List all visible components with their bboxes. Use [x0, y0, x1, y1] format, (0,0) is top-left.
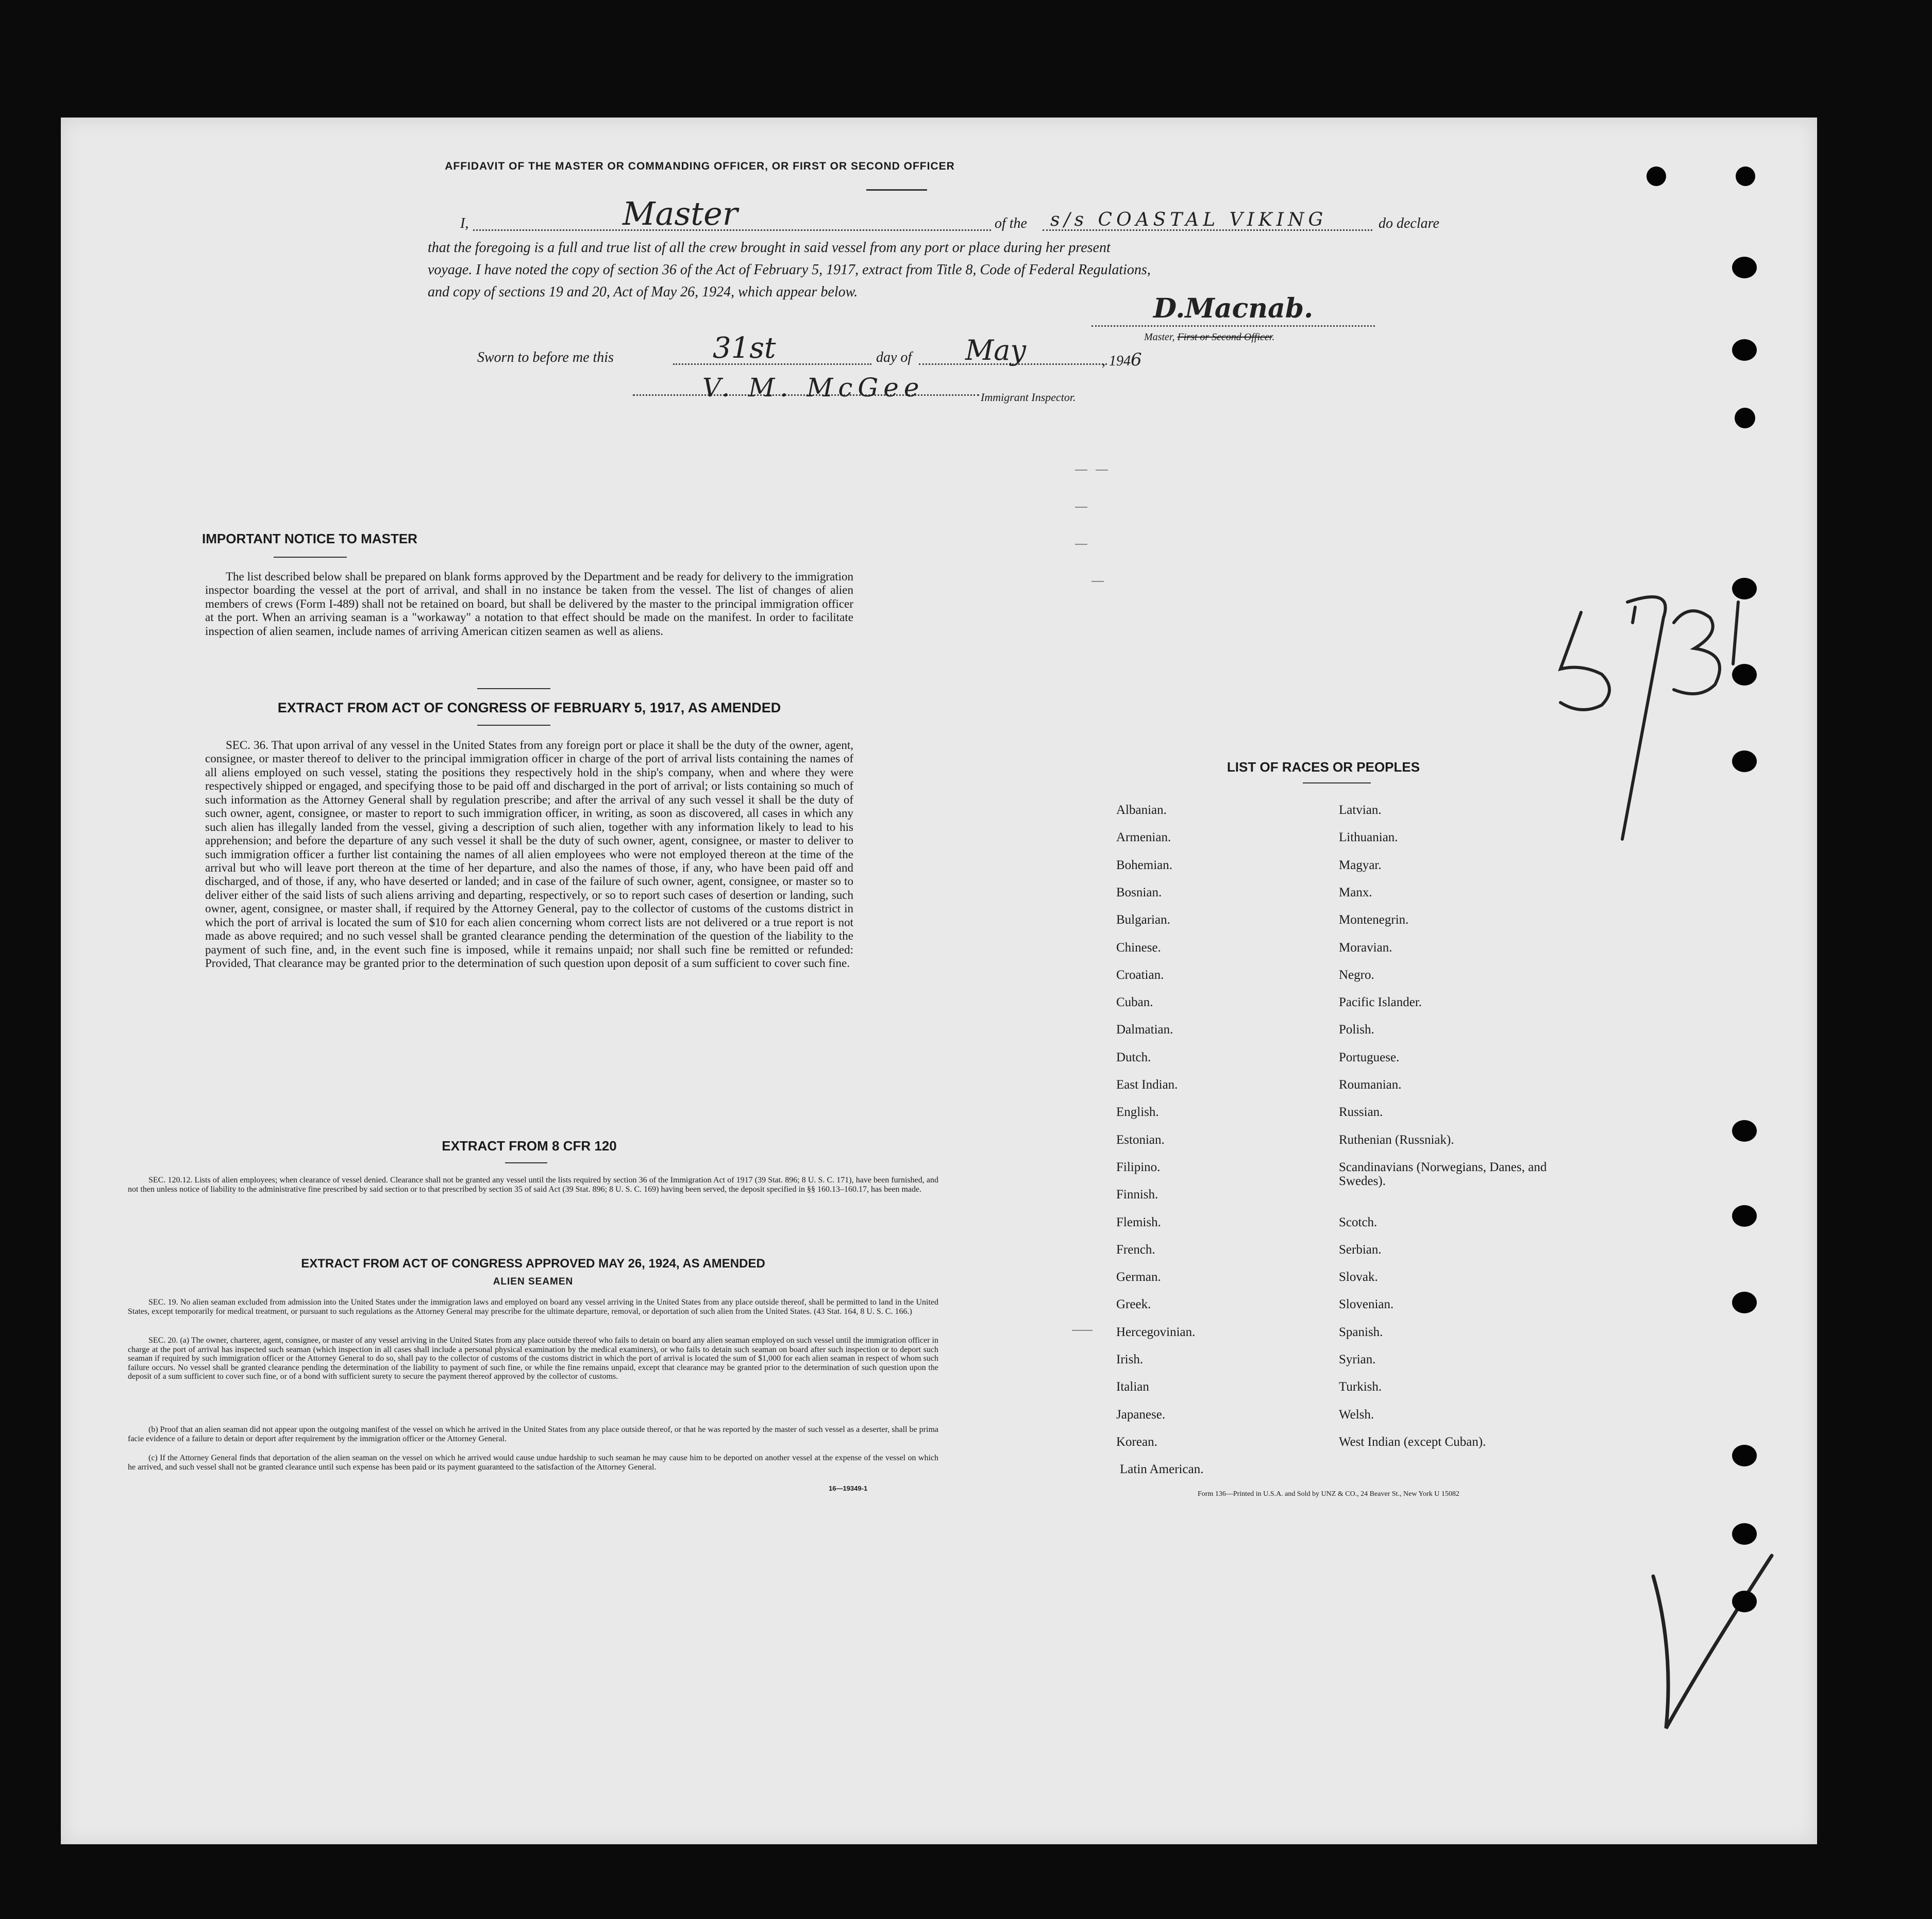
race-item: Filipino.: [1116, 1160, 1161, 1174]
stray-mark: [1072, 1330, 1093, 1331]
punch-hole: [1732, 1205, 1757, 1227]
race-item: Portuguese.: [1339, 1050, 1400, 1064]
notice-end-rule: [477, 688, 550, 689]
race-item: Welsh.: [1339, 1407, 1374, 1422]
race-item: Finnish.: [1116, 1188, 1158, 1202]
affidavit-line-2: that the foregoing is a full and true list of all the crew brought in said vessel from any port or place during her present: [428, 240, 1111, 256]
stray-mark: [1091, 581, 1104, 582]
signature-caption: Master, First or Second Officer.: [1144, 331, 1275, 343]
races-title: LIST OF RACES OR PEOPLES: [1227, 759, 1420, 775]
race-item: Italian: [1116, 1380, 1149, 1394]
master-handwritten: Master: [623, 195, 738, 232]
race-item: English.: [1116, 1105, 1159, 1120]
punch-hole: [1732, 1523, 1757, 1545]
sworn-prefix: Sworn to before me this: [477, 349, 614, 365]
race-item: West Indian (except Cuban).: [1339, 1434, 1486, 1449]
race-item: Chinese.: [1116, 940, 1161, 955]
race-item: Cuban.: [1116, 995, 1153, 1010]
punch-hole: [1732, 750, 1757, 772]
sworn-day-of: day of: [876, 349, 912, 365]
affidavit-i: I,: [460, 215, 469, 231]
race-item: Dutch.: [1116, 1050, 1151, 1064]
extract-1924-subtitle: ALIEN SEAMEN: [493, 1276, 574, 1287]
race-item: Lithuanian.: [1339, 830, 1398, 845]
race-item: Syrian.: [1339, 1353, 1376, 1366]
race-item: Montenegrin.: [1339, 913, 1409, 927]
affidavit-do-declare: do declare: [1379, 215, 1439, 231]
race-item: Latin American.: [1120, 1462, 1204, 1477]
punch-hole: [1732, 1591, 1757, 1612]
extract-1924-sec20b: (b) Proof that an alien seaman did not appear upon the outgoing manifest of the vessel on which he arrived in the United States from any place outside thereof, or that he was reported by the master of such vessel as a deserter, shall be prima facie evidence of a failure to detain or deport after requirement by the immigration officer or the Attorney General.: [128, 1425, 938, 1443]
extract-cfr-rule: [505, 1162, 547, 1163]
inspector-signature: V. M. McGee: [702, 373, 925, 403]
race-item: Serbian.: [1339, 1242, 1382, 1257]
inspector-caption: Immigrant Inspector.: [981, 391, 1076, 404]
race-item: Scandinavians (Norwegians, Danes, and Swedes).: [1339, 1160, 1547, 1189]
race-item: Flemish.: [1116, 1215, 1161, 1229]
race-item: Spanish.: [1339, 1325, 1383, 1339]
stray-mark: [1075, 507, 1087, 508]
race-item: Korean.: [1116, 1434, 1157, 1449]
race-item: Albanian.: [1116, 803, 1167, 817]
print-number: 16—19349-1: [829, 1484, 868, 1492]
extract-1924-sec19: SEC. 19. No alien seaman excluded from admission into the United States under the immigration laws and employed on board any vessel arriving in the United States from any place outside thereof, shall be permitted to land in the United States, except temporarily for medical treatment, or pursuant to such regulations as the Attorney General may prescribe for the ultimate departure, removal, or deportation of such alien from the United States. (43 Stat. 164, 8 U. S. C. 166.): [128, 1298, 938, 1316]
sworn-day-handwritten: 31st: [713, 331, 776, 365]
punch-hole: [1736, 166, 1755, 186]
stray-mark: [1075, 470, 1087, 471]
notice-title: IMPORTANT NOTICE TO MASTER: [202, 531, 417, 546]
title-rule: [866, 189, 927, 191]
punch-hole: [1732, 257, 1757, 278]
race-item: Bulgarian.: [1116, 913, 1170, 927]
master-signature: D.Macnab.: [1153, 293, 1314, 324]
races-rule: [1303, 782, 1371, 783]
stray-mark: [1096, 470, 1108, 471]
race-item: Manx.: [1339, 885, 1372, 899]
extract-1917-title: EXTRACT FROM ACT OF CONGRESS OF FEBRUARY 5, 1917, AS AMENDED: [277, 700, 781, 715]
punch-hole: [1732, 664, 1757, 686]
sworn-month-handwritten: May: [965, 334, 1026, 366]
race-item: Dalmatian.: [1116, 1023, 1173, 1037]
document-page: [61, 118, 1817, 1844]
notice-rule: [274, 557, 347, 558]
punch-hole: [1735, 408, 1755, 428]
punch-hole: [1732, 1445, 1757, 1466]
race-item: East Indian.: [1116, 1078, 1178, 1092]
sworn-year: , 1946: [1102, 349, 1142, 370]
race-item: Armenian.: [1116, 830, 1171, 845]
affidavit-title: AFFIDAVIT OF THE MASTER OR COMMANDING OFFICER, OR FIRST OR SECOND OFFICER: [445, 160, 955, 172]
handwritten-check-mark: [1617, 1545, 1813, 1741]
form-footer: Form 136—Printed in U.S.A. and Sold by UNZ & CO., 24 Beaver St., New York U 15082: [1198, 1490, 1459, 1498]
affidavit-line-4: and copy of sections 19 and 20, Act of May 26, 1924, which appear below.: [428, 284, 858, 300]
race-item: Slovenian.: [1339, 1297, 1394, 1312]
punch-hole: [1732, 339, 1757, 361]
extract-1924-sec20c: (c) If the Attorney General finds that deportation of the alien seaman on the vessel on which he arrived would cause undue hardship to such seaman he may cause him to be deported on another vessel at the expense of the vessel on which he arrived, and such vessel shall not be granted clearance until such expense has been paid or its payment guaranteed to the satisfaction of the Attorney General.: [128, 1454, 938, 1472]
extract-1924-title: EXTRACT FROM ACT OF CONGRESS APPROVED MAY 26, 1924, AS AMENDED: [301, 1257, 765, 1271]
race-item: Croatian.: [1116, 967, 1164, 982]
punch-hole: [1732, 1292, 1757, 1313]
race-item: Roumanian.: [1339, 1078, 1402, 1092]
year-digit-handwritten: 6: [1131, 349, 1142, 370]
race-item: Turkish.: [1339, 1380, 1382, 1394]
punch-hole: [1647, 166, 1666, 186]
race-item: Latvian.: [1339, 803, 1382, 817]
affidavit-line-3: voyage. I have noted the copy of section 36 of the Act of February 5, 1917, extract from Title 8, Code of Federal Regulations,: [428, 262, 1151, 278]
extract-1917-rule: [477, 725, 550, 726]
race-item: Moravian.: [1339, 940, 1392, 955]
race-item: Estonian.: [1116, 1132, 1165, 1147]
race-item: Negro.: [1339, 967, 1374, 982]
race-item: Polish.: [1339, 1023, 1374, 1037]
race-item: Bosnian.: [1116, 885, 1162, 899]
signature-line: [1091, 325, 1375, 327]
vessel-name-handwritten: s/s COASTAL VIKING: [1050, 209, 1328, 230]
race-item: Hercegovinian.: [1116, 1325, 1196, 1339]
race-item: Magyar.: [1339, 858, 1382, 872]
race-item: German.: [1116, 1270, 1161, 1284]
extract-cfr-body: SEC. 120.12. Lists of alien employees; when clearance of vessel denied. Clearance shall not be granted any vessel until the lists required by section 36 of the Immigration Act of 1917 (39 Stat. 896; 8 U. S. C. 171), have been furnished, and not then unless notice of liability to the administrative fine prescribed by said section or to that prescribed by section 35 of said Act (39 Stat. 896; 8 U. S. C. 169) having been served, the deposit specified in §§ 160.13–160.17, has been made.: [128, 1176, 938, 1194]
race-item: Irish.: [1116, 1353, 1144, 1366]
affidavit-of-the: of the: [995, 215, 1027, 231]
extract-1924-sec20a: SEC. 20. (a) The owner, charterer, agent, consignee, or master of any vessel arriving in the United States from any place outside thereof who fails to detain on board any alien seaman employed on such vessel until the immigration officer in charge at the port of arrival has inspected such seaman (which inspection in all cases shall include a personal physical examination by the medical examiners), or who fails to detain such seaman on board after such inspection or to deport such seaman if required by such immigration officer or the Attorney General to do so, shall pay to the collector of customs of the customs district in which the port of arrival is located the sum of $1,000 for each alien seaman in respect of whom such failure occurs. No vessel shall be granted clearance pending the determination of the liability to payment of such fine, or while the fine remains unpaid, except that clearance may be granted prior to the determination of such question upon the deposit of a sum sufficient to cover such fine, or of a bond with sufficient surety to secure the payment thereof approved by the collector of customs.: [128, 1336, 938, 1381]
race-item: French.: [1116, 1242, 1155, 1257]
race-item: Scotch.: [1339, 1215, 1377, 1229]
race-item: Slovak.: [1339, 1270, 1378, 1284]
punch-hole: [1732, 578, 1757, 599]
race-item: Greek.: [1116, 1297, 1151, 1312]
punch-hole: [1732, 1120, 1757, 1142]
race-item: Russian.: [1339, 1105, 1383, 1120]
race-item: Bohemian.: [1116, 858, 1173, 872]
handwritten-date-mark: [1504, 571, 1792, 860]
race-item: Pacific Islander.: [1339, 995, 1422, 1010]
race-item: Ruthenian (Russniak).: [1339, 1132, 1454, 1147]
extract-cfr-title: EXTRACT FROM 8 CFR 120: [442, 1138, 617, 1154]
stray-mark: [1075, 544, 1087, 545]
notice-body: The list described below shall be prepared on blank forms approved by the Department and be ready for delivery to the immigration inspector boarding the vessel at the port of arrival, and shall in no instance be taken from the vessel. The list of changes of alien members of crews (Form I-489) shall not be retained on board, but shall be delivered by the master to the principal immigration officer at the port. When an arriving seaman is a "workaway" a notation to that effect should be made on the manifest. In order to facilitate inspection of alien seamen, include names of arriving American citizen seamen as well as aliens.: [205, 570, 853, 638]
extract-1917-body: SEC. 36. That upon arrival of any vessel in the United States from any foreign port or place it shall be the duty of the owner, agent, consignee, or master thereof to deliver to the principal immigration officer in charge of the port of arrival lists containing the names of all aliens employed on such vessel, stating the positions they respectively hold in the ship's company, when and where they were respectively shipped or engaged, and specifying those to be paid off and discharged in the port of arrival; or lists containing so much of such information as the Attorney General shall by regulation prescribe; and after the arrival of any such vessel it shall be the duty of such owner, agent, consignee, or master to report to such immigration officer, in writing, as soon as discovered, all cases in which any such alien has illegally landed from the vessel, giving a description of such alien, together with any information likely to lead to his apprehension; and before the departure of any such vessel it shall be the duty of such owner, agent, consignee, or master to deliver to such immigration officer a further list containing the names of all alien employees who were not employed thereon at the time of the arrival but who will leave port thereon at the time of her departure, and also the names of those, if any, who have been paid off and discharged, and of those, if any, who have deserted or landed; and in case of the failure of such owner, agent, consignee, or master so to deliver either of the said lists of such aliens arriving and departing, respectively, or so to report such cases of desertion or landing, such owner, agent, consignee, or master shall, if required by the Attorney General, pay to the collector of customs of the customs district in which the port of arrival is located the sum of $10 for each alien concerning whom correct lists are not delivered or a true report is not made as above required; and no such vessel shall be granted clearance pending the determination of the question of the liability to the payment of such fine, and, in the event such fine is imposed, while it remains unpaid; nor shall such fine be remitted or refunded: Provided, That clearance may be granted prior to the determination of such question upon deposit of a sum sufficient to cover such fine.: [205, 739, 853, 970]
race-item: Japanese.: [1116, 1407, 1166, 1422]
